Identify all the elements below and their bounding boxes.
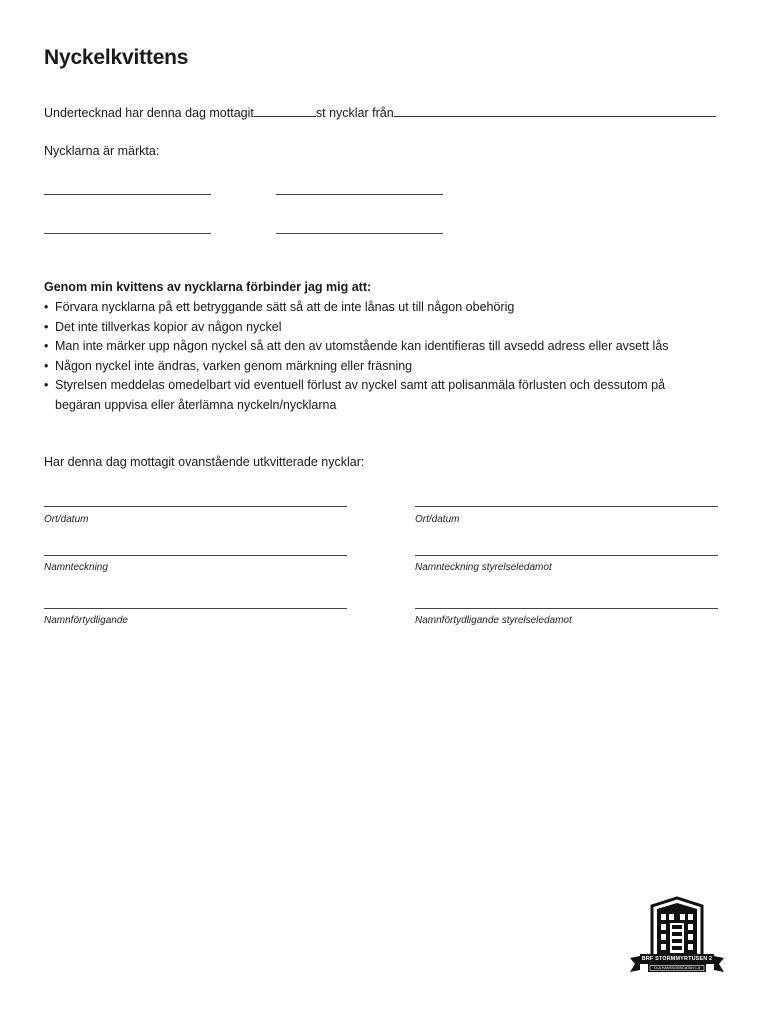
board-signature-line[interactable] [415,555,718,556]
association-logo [628,896,726,980]
issuer-blank[interactable] [394,104,716,117]
board-place-date-caption: Ort/datum [415,514,460,525]
receipt-line [44,104,716,121]
key-marking-line[interactable] [44,194,211,195]
board-place-date-line[interactable] [415,506,718,507]
key-count-blank[interactable] [254,104,316,117]
logo-name: BRF STORMMYRTUSEN 2 [641,956,713,962]
list-item: • Styrelsen meddelas omedelbart vid eventuell förlust av nyckel samt att polisanmäla förlusten och dessutom på begäran uppvisa eller återlämna nyckeln/nycklarna [44,376,705,415]
logo-address: OLA HANSSONSGATAN 1-8 [653,966,701,970]
place-date-line[interactable] [44,506,347,507]
key-marking-line[interactable] [276,194,443,195]
list-item: • Förvara nycklarna på ett betryggande sätt så att de inte lånas ut till någon obehörig [44,298,705,318]
list-item: • Det inte tillverkas kopior av någon nyckel [44,318,705,338]
key-marking-line[interactable] [276,233,443,234]
name-clarification-line[interactable] [44,608,347,609]
list-item: • Någon nyckel inte ändras, varken genom märkning eller fräsning [44,357,705,377]
signature-caption: Namnteckning [44,562,108,573]
name-clarification-caption: Namnförtydligande [44,615,128,626]
receipt-middle: st nycklar från [315,106,394,120]
marked-label: Nycklarna är märkta: [44,144,160,158]
list-item: • Man inte märker upp någon nyckel så att den av utomstående kan identifieras till avsedd adress eller avsett lås [44,337,705,357]
board-signature-caption: Namnteckning styrelseledamot [415,562,552,573]
receipt-prefix: Undertecknad har denna dag mottagit [44,106,254,120]
return-label: Har denna dag mottagit ovanstående utkvitterade nycklar: [44,455,365,469]
commitment-heading: Genom min kvittens av nycklarna förbinder jag mig att: [44,280,372,294]
key-marking-line[interactable] [44,233,211,234]
signature-line[interactable] [44,555,347,556]
board-name-clarification-line[interactable] [415,608,718,609]
board-name-clarification-caption: Namnförtydligande styrelseledamot [415,615,572,626]
commitment-list [44,298,705,415]
page-title: Nyckelkvittens [44,46,189,69]
place-date-caption: Ort/datum [44,514,89,525]
